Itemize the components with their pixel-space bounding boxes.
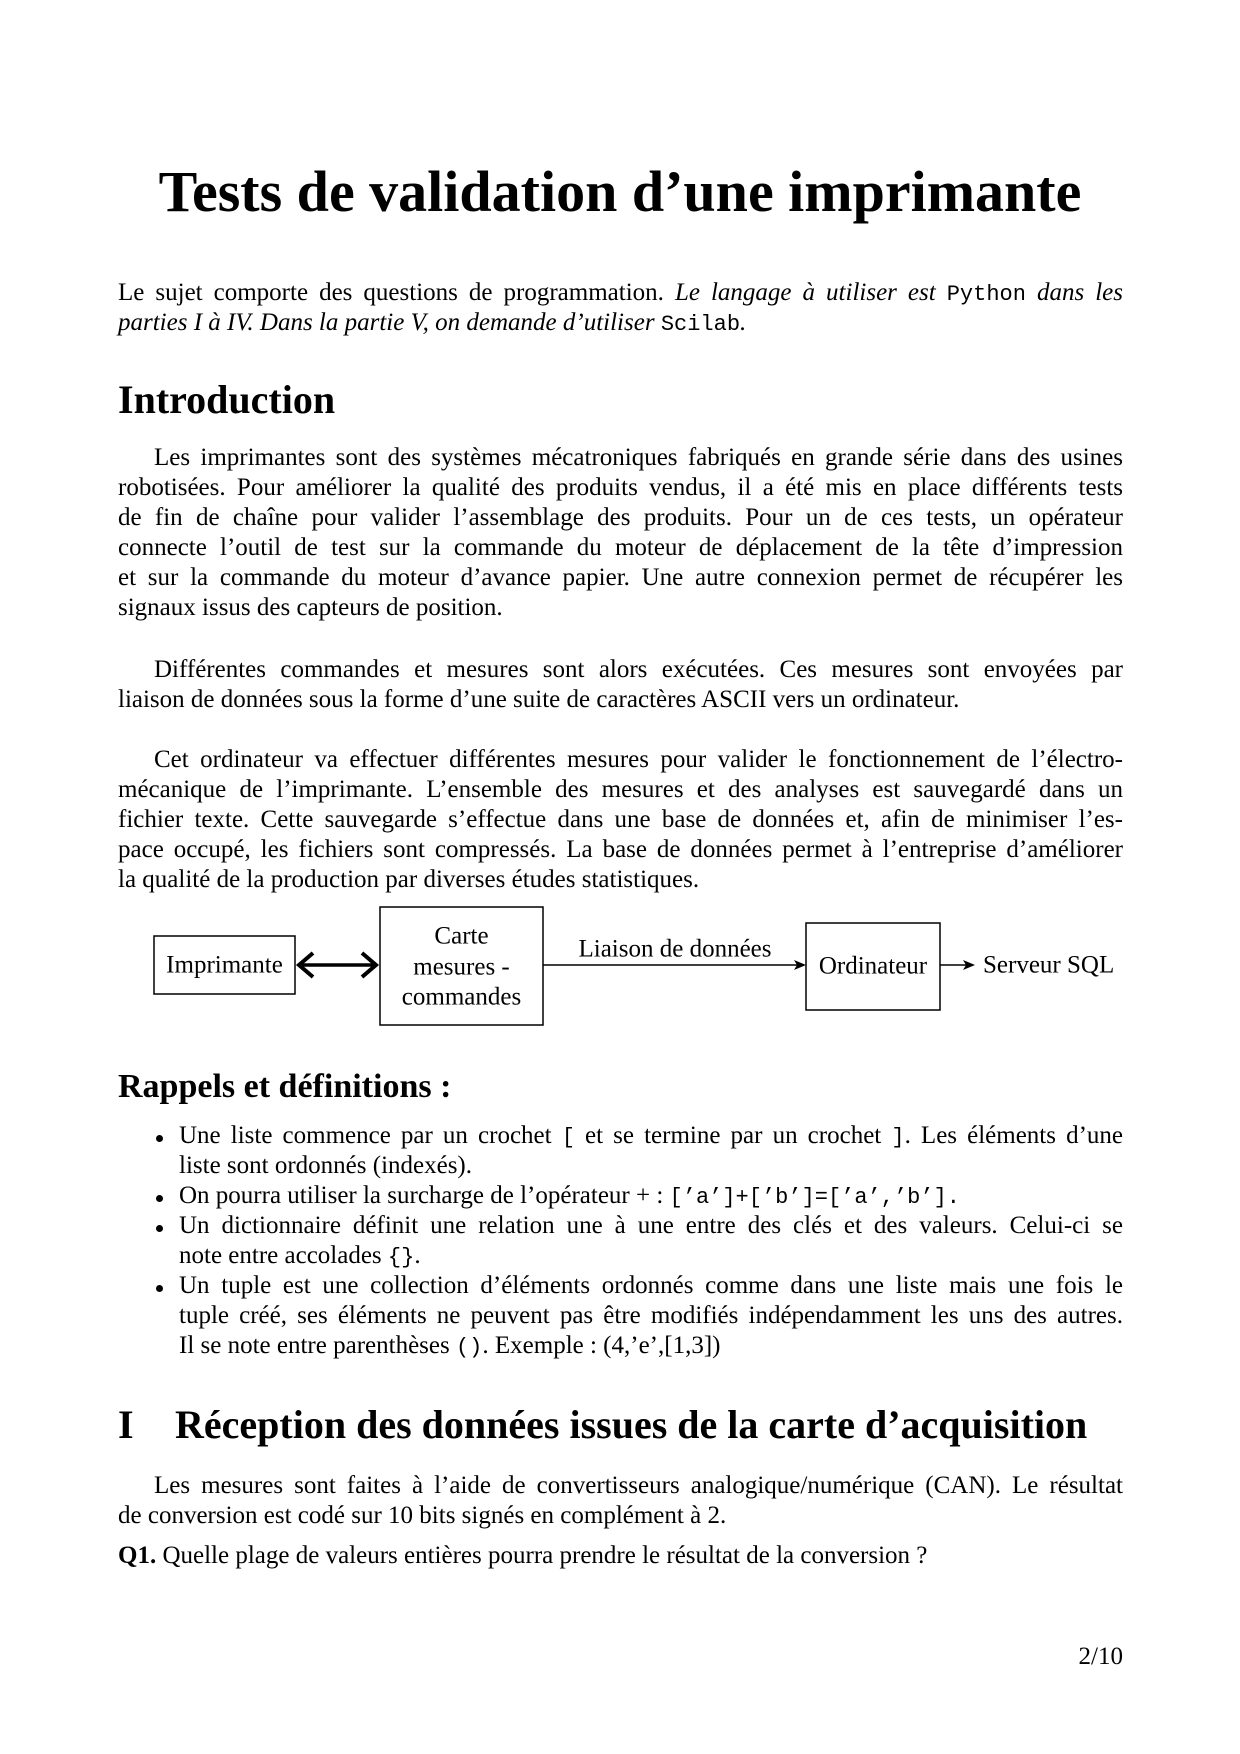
text-line: de conversion est codé sur 10 bits signés en complément à 2. xyxy=(118,1502,727,1529)
section-heading xyxy=(118,1402,1087,1448)
question-text: Quelle plage de valeurs entières pourra prendre le résultat de la conversion ? xyxy=(156,1542,928,1569)
section-paragraph xyxy=(118,1471,1123,1531)
introduction-paragraph-1 xyxy=(118,443,1123,623)
text-segment: Une liste commence par un crochet xyxy=(179,1122,562,1149)
code-text: [ xyxy=(561,1125,575,1150)
text-line xyxy=(179,1181,1123,1211)
text-line: signaux issus des capteurs de position. xyxy=(118,594,503,621)
italic-text: dans les xyxy=(1025,279,1124,306)
code-text: Python xyxy=(946,282,1026,307)
list-item xyxy=(179,1211,1123,1271)
text-segment: Il se note entre parenthèses xyxy=(179,1332,456,1359)
text-line xyxy=(179,1151,1123,1181)
text-segment: Un dictionnaire définit une relation une à une entre des clés et des valeurs. Celui-ci se xyxy=(179,1212,1123,1239)
question-label: Q1. xyxy=(118,1542,157,1569)
text-line xyxy=(179,1331,1123,1361)
server-label: Serveur SQL xyxy=(983,951,1115,979)
text-line xyxy=(118,1541,1123,1571)
text-segment: Un tuple est une collection d’éléments ordonnés comme dans une liste mais une fois le xyxy=(179,1272,1123,1299)
code-text: [’a’]+[’b’]=[’a’,’b’]. xyxy=(669,1185,960,1210)
text-line: et sur la commande du moteur d’avance papier. Une autre connexion permet de récupérer les xyxy=(118,564,1123,591)
text-segment: . xyxy=(414,1242,421,1269)
text-segment: liste sont ordonnés (indexés). xyxy=(179,1152,473,1179)
text-line: fichier texte. Cette sauvegarde s’effectue dans une base de données et, afin de minimiser l’es- xyxy=(118,806,1123,833)
code-text: {} xyxy=(387,1245,415,1270)
bidirectional-arrow-icon xyxy=(299,953,376,977)
reminders-list xyxy=(179,1121,1123,1361)
bullet-icon xyxy=(156,1285,163,1292)
code-text: ] xyxy=(891,1125,905,1150)
question-q1 xyxy=(118,1541,1123,1571)
text-line: Les imprimantes sont des systèmes mécatroniques fabriqués en grande série dans des usines xyxy=(154,444,1123,471)
text-segment: On pourra utiliser la surcharge de l’opérateur + : xyxy=(179,1182,670,1209)
text-segment: tuple créé, ses éléments ne peuvent pas être modifiés indépendamment les uns des autres. xyxy=(179,1302,1123,1329)
card-label-line: Carte xyxy=(434,922,489,950)
text-segment: . Les éléments d’une xyxy=(904,1122,1124,1149)
text-line: Les mesures sont faites à l’aide de convertisseurs analogique/numérique (CAN). Le résultat xyxy=(154,1472,1123,1499)
document-title: Tests de validation d’une imprimante xyxy=(158,159,1082,224)
text-line: la qualité de la production par diverses études statistiques. xyxy=(118,866,700,893)
text-line xyxy=(179,1211,1123,1241)
text-line xyxy=(118,278,1123,308)
reminders-heading: Rappels et définitions : xyxy=(118,1068,452,1105)
bullet-icon xyxy=(156,1135,163,1142)
text-segment: . Exemple : (4,’e’,[1,3]) xyxy=(482,1332,721,1359)
text-line: mécanique de l’imprimante. L’ensemble des mesures et des analyses est sauvegardé dans un xyxy=(118,776,1123,803)
introduction-heading: Introduction xyxy=(118,377,336,422)
text-line: de fin de chaîne pour valider l’assemblage des produits. Pour un de ces tests, un opérateur xyxy=(118,504,1123,531)
text-line xyxy=(179,1301,1123,1331)
bullet-icon xyxy=(156,1195,163,1202)
server-arrow-icon xyxy=(940,960,975,970)
italic-text: . xyxy=(740,309,747,336)
introduction-paragraph-3 xyxy=(118,745,1123,895)
system-diagram xyxy=(0,890,1240,1040)
text-line: Cet ordinateur va effectuer différentes mesures pour valider le fonctionnement de l’électro- xyxy=(154,746,1123,773)
text-segment: note entre accolades xyxy=(179,1242,388,1269)
text-line: Différentes commandes et mesures sont alors exécutées. Ces mesures sont envoyées par xyxy=(154,656,1123,683)
text-line: connecte l’outil de test sur la commande du moteur de déplacement de la tête d’impression xyxy=(118,534,1123,561)
card-label-line: mesures - xyxy=(413,953,510,981)
text-segment: et se termine par un crochet xyxy=(574,1122,892,1149)
text-line: pace occupé, les fichiers sont compressés. La base de données permet à l’entreprise d’améliorer xyxy=(118,836,1123,863)
list-item xyxy=(179,1181,1123,1211)
introduction-paragraph-2 xyxy=(118,655,1123,715)
list-item xyxy=(179,1121,1123,1181)
section-title: Réception des données issues de la carte d’acquisition xyxy=(175,1402,1088,1447)
printer-label: Imprimante xyxy=(166,951,283,979)
italic-text: parties I à IV. Dans la partie V, on demande d’utiliser xyxy=(118,309,661,336)
instructions-paragraph xyxy=(118,278,1123,338)
page-number: 2/10 xyxy=(1078,1643,1123,1670)
text-line xyxy=(179,1271,1123,1301)
text-line xyxy=(179,1241,1123,1271)
code-text: () xyxy=(455,1335,483,1360)
bullet-icon xyxy=(156,1225,163,1232)
card-label-line: commandes xyxy=(401,983,522,1011)
text-segment: Le sujet comporte des questions de programmation. xyxy=(118,279,675,306)
section-number: I xyxy=(118,1402,134,1447)
text-line: robotisées. Pour améliorer la qualité des produits vendus, il a été mis en place différents tests xyxy=(118,474,1123,501)
data-link-label: Liaison de données xyxy=(578,935,772,963)
code-text: Scilab xyxy=(660,312,741,337)
italic-text: Le langage à utiliser est xyxy=(674,279,947,306)
text-line xyxy=(179,1121,1123,1151)
text-line xyxy=(118,308,1123,338)
computer-label: Ordinateur xyxy=(818,952,928,980)
list-item xyxy=(179,1271,1123,1361)
text-line: liaison de données sous la forme d’une suite de caractères ASCII vers un ordinateur. xyxy=(118,686,960,713)
